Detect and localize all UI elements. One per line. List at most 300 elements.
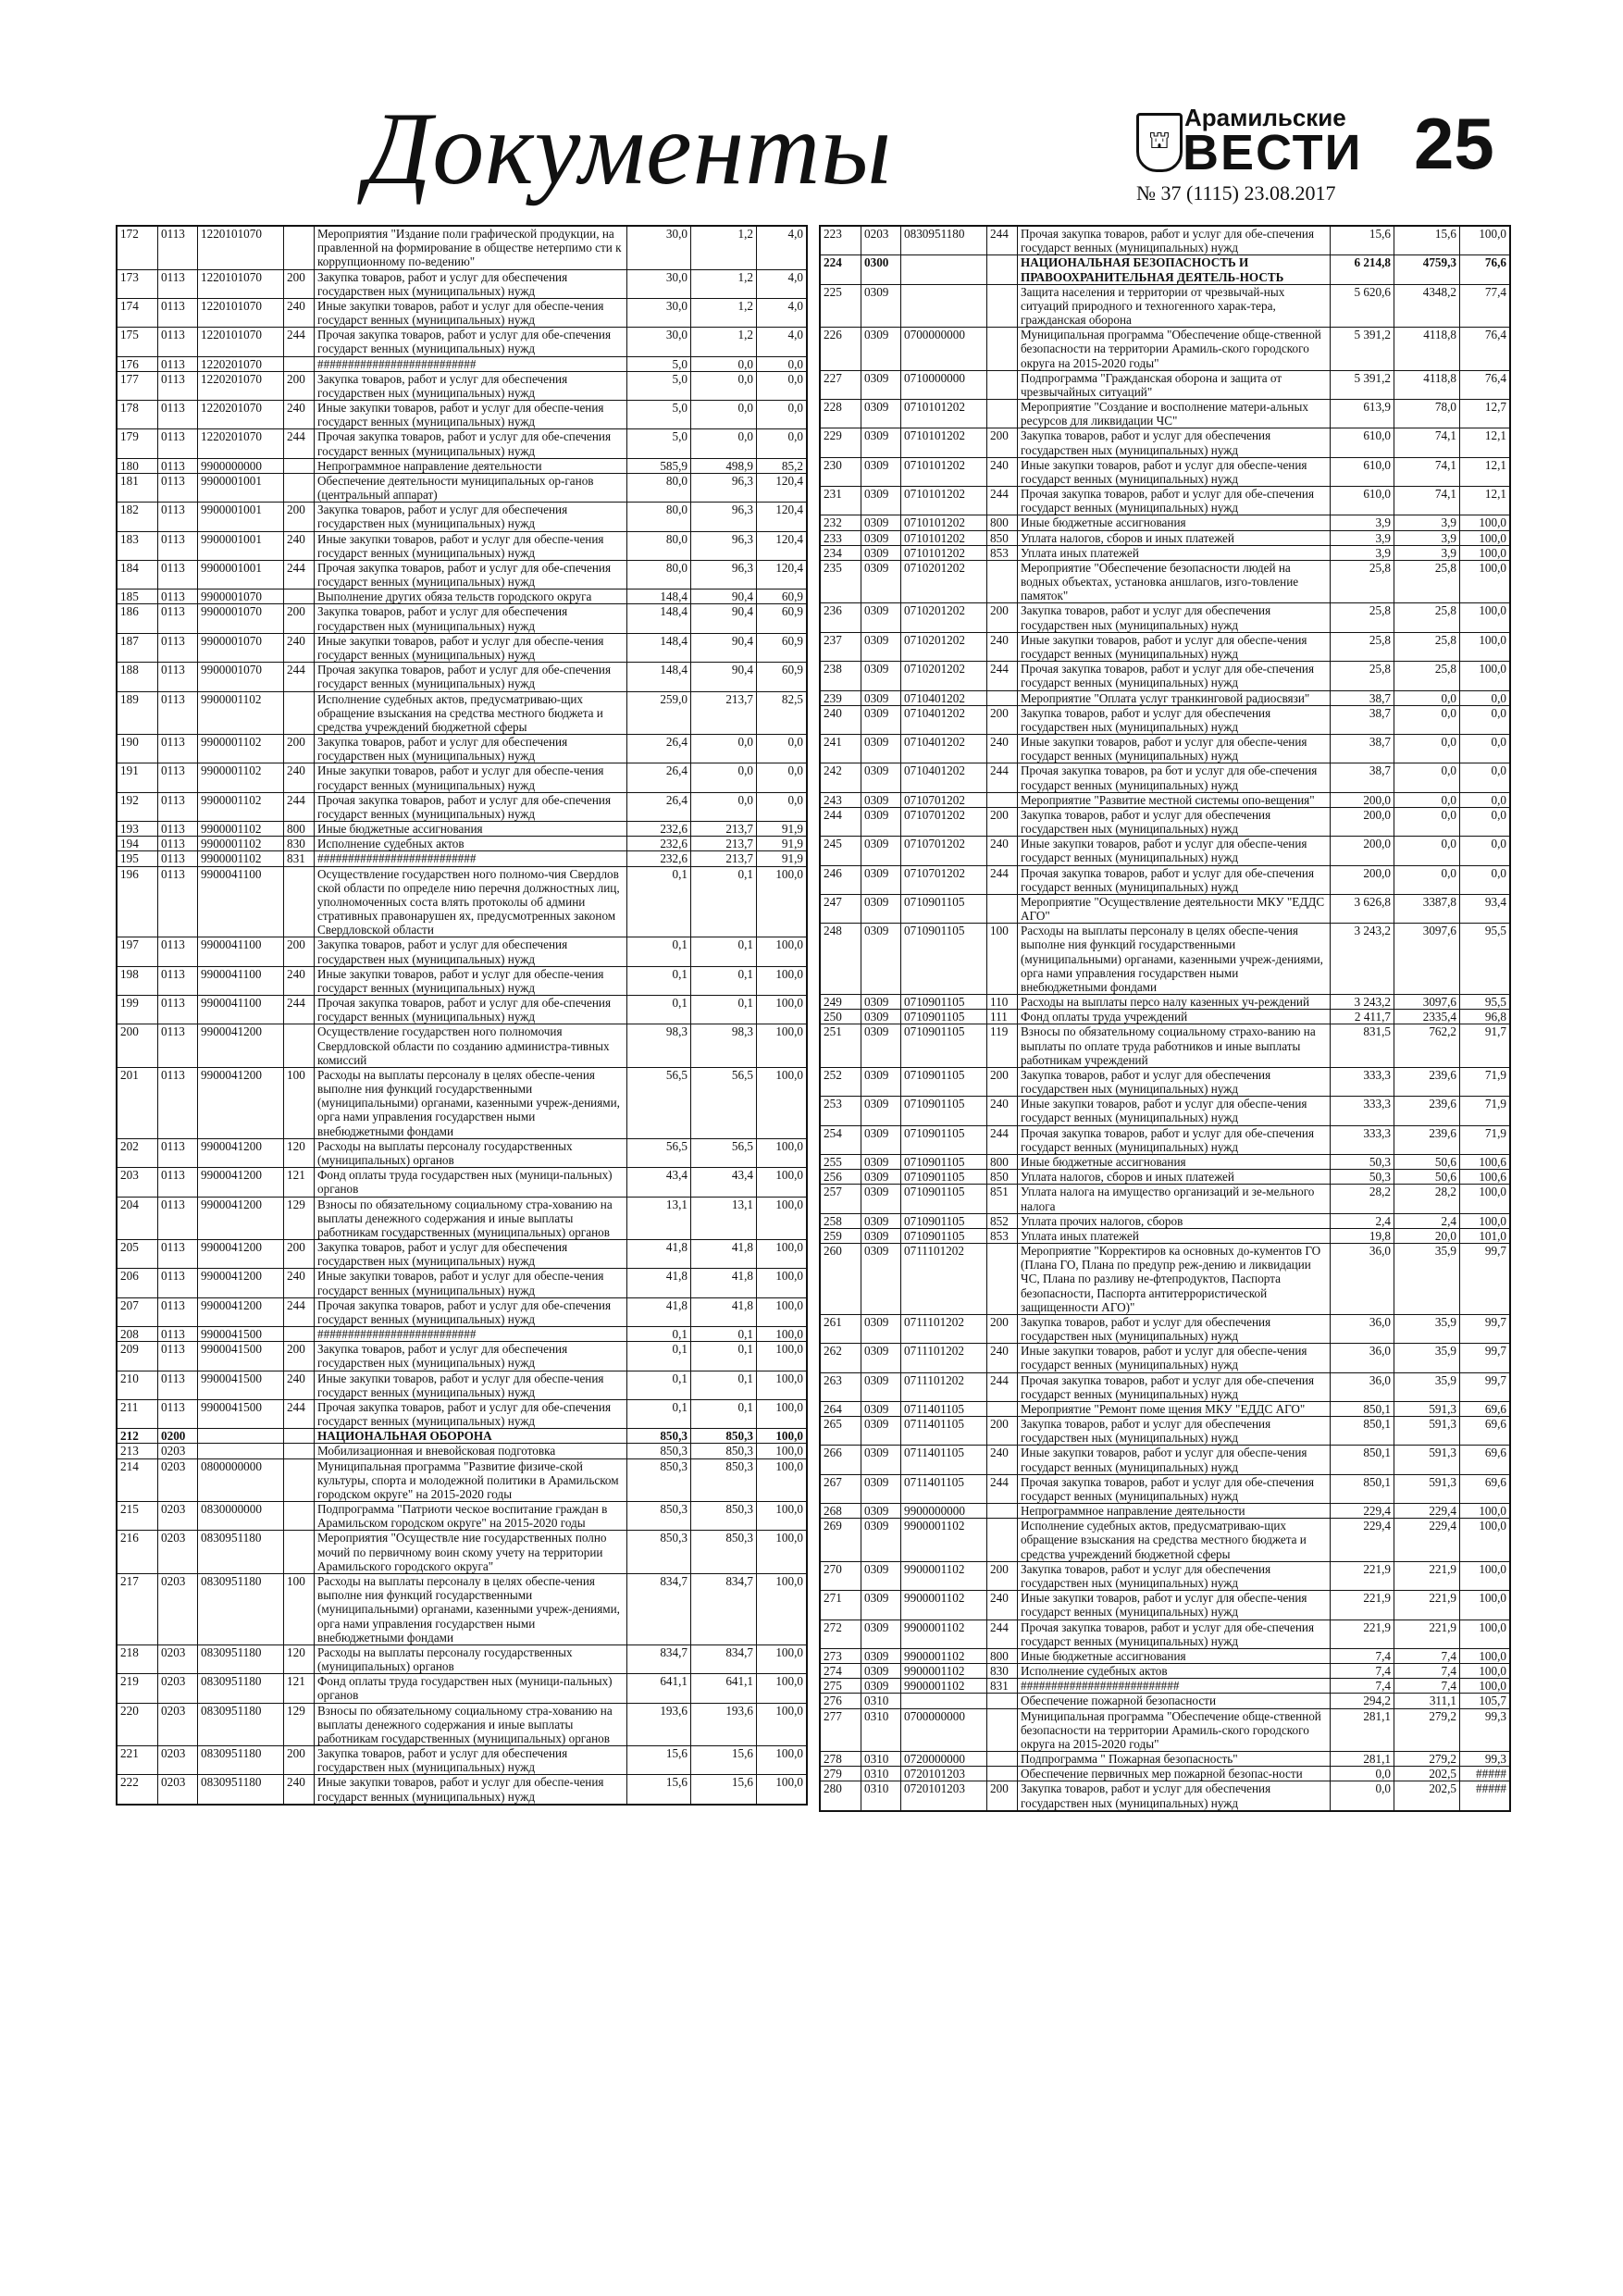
table-row bbox=[118, 1775, 807, 1804]
target-item-code: 0720101203 bbox=[901, 1781, 987, 1810]
percent-executed: 0,0 bbox=[757, 356, 807, 371]
item-description: Прочая закупка товаров, работ и услуг для обе-спечения государст венных (муниципальных) нужд bbox=[315, 429, 627, 458]
section-code: 0113 bbox=[158, 1197, 198, 1240]
expense-type-code bbox=[987, 328, 1018, 371]
section-code: 0309 bbox=[861, 1372, 901, 1401]
target-item-code: 0710000000 bbox=[901, 370, 987, 399]
executed-amount: 15,6 bbox=[691, 1746, 757, 1775]
item-description: Уплата прочих налогов, сборов bbox=[1018, 1213, 1331, 1228]
percent-executed: 76,4 bbox=[1460, 328, 1510, 371]
expense-type-code: 830 bbox=[987, 1664, 1018, 1679]
planned-amount: 5,0 bbox=[627, 371, 691, 400]
table-row bbox=[821, 1694, 1510, 1708]
table-row bbox=[821, 735, 1510, 763]
item-description: Муниципальная программа "Обеспечение обще-ственной безопасности на территории Арамиль-ского городского округа на 2015-2020 годы" bbox=[1018, 328, 1331, 371]
item-description: Подпрограмма "Патриоти ческое воспитание граждан в Арамильском городском округе" на 2015-2020 годы bbox=[315, 1502, 627, 1531]
section-code: 0113 bbox=[158, 560, 198, 589]
target-item-code: 9900041500 bbox=[198, 1342, 284, 1371]
percent-executed: 100,0 bbox=[757, 1067, 807, 1138]
table-row bbox=[118, 1502, 807, 1531]
table-row bbox=[821, 1010, 1510, 1024]
row-number: 202 bbox=[118, 1138, 158, 1167]
executed-amount: 56,5 bbox=[691, 1138, 757, 1167]
item-description: Прочая закупка товаров, работ и услуг для обе-спечения государст венных (муниципальных) нужд bbox=[315, 663, 627, 691]
executed-amount: 850,3 bbox=[691, 1444, 757, 1458]
planned-amount: 41,8 bbox=[627, 1297, 691, 1326]
table-row bbox=[821, 1185, 1510, 1213]
percent-executed: 100,0 bbox=[1460, 227, 1510, 255]
table-row bbox=[118, 691, 807, 735]
item-description: Подпрограмма " Пожарная безопасность" bbox=[1018, 1752, 1331, 1767]
row-number: 239 bbox=[821, 690, 861, 705]
expense-type-code: 244 bbox=[284, 663, 315, 691]
section-code: 0113 bbox=[158, 503, 198, 531]
target-item-code: 0710101202 bbox=[901, 428, 987, 457]
expense-type-code: 129 bbox=[284, 1703, 315, 1746]
percent-executed: 12,1 bbox=[1460, 487, 1510, 515]
item-description: Осуществление государствен ного полномочия Свердловской области по созданию администра-тивных комиссий bbox=[315, 1024, 627, 1068]
item-description: Закупка товаров, работ и услуг для обеспечения государствен ных (муниципальных) нужд bbox=[315, 937, 627, 966]
percent-executed: 100,0 bbox=[757, 1371, 807, 1399]
executed-amount: 221,9 bbox=[1394, 1591, 1460, 1620]
item-description: Прочая закупка товаров, работ и услуг для обе-спечения государст венных (муниципальных) нужд bbox=[1018, 865, 1331, 894]
percent-executed: 100,0 bbox=[1460, 545, 1510, 560]
planned-amount: 610,0 bbox=[1331, 457, 1394, 486]
section-code: 0113 bbox=[158, 851, 198, 866]
executed-amount: 850,3 bbox=[691, 1531, 757, 1574]
planned-amount: 25,8 bbox=[1331, 632, 1394, 661]
percent-executed: 71,9 bbox=[1460, 1067, 1510, 1096]
planned-amount: 834,7 bbox=[627, 1573, 691, 1644]
row-number: 174 bbox=[118, 298, 158, 327]
row-number: 261 bbox=[821, 1314, 861, 1343]
section-code: 0113 bbox=[158, 866, 198, 937]
table-row bbox=[821, 328, 1510, 371]
percent-executed: 100,0 bbox=[757, 1502, 807, 1531]
section-code: 0113 bbox=[158, 1342, 198, 1371]
expense-type-code: 240 bbox=[987, 457, 1018, 486]
table-row bbox=[821, 1708, 1510, 1752]
percent-executed: 100,0 bbox=[757, 966, 807, 995]
row-number: 242 bbox=[821, 763, 861, 792]
planned-amount: 38,7 bbox=[1331, 735, 1394, 763]
percent-executed: 95,5 bbox=[1460, 995, 1510, 1010]
percent-executed: 120,4 bbox=[757, 473, 807, 502]
table-row bbox=[821, 1474, 1510, 1503]
planned-amount: 2 411,7 bbox=[1331, 1010, 1394, 1024]
executed-amount: 221,9 bbox=[1394, 1561, 1460, 1590]
item-description: Иные закупки товаров, работ и услуг для обеспе-чения государст венных (муниципальных) нужд bbox=[1018, 1446, 1331, 1474]
target-item-code: 0711101202 bbox=[901, 1314, 987, 1343]
executed-amount: 0,1 bbox=[691, 966, 757, 995]
executed-amount: 4118,8 bbox=[1394, 328, 1460, 371]
target-item-code: 9900001102 bbox=[198, 691, 284, 735]
percent-executed: 100,0 bbox=[757, 1644, 807, 1673]
row-number: 235 bbox=[821, 560, 861, 603]
expense-type-code bbox=[987, 284, 1018, 328]
section-code: 0309 bbox=[861, 1344, 901, 1372]
row-number: 257 bbox=[821, 1185, 861, 1213]
planned-amount: 7,4 bbox=[1331, 1679, 1394, 1694]
item-description: Расходы на выплаты персоналу государственных (муниципальных) органов bbox=[315, 1138, 627, 1167]
percent-executed: 99,3 bbox=[1460, 1752, 1510, 1767]
target-item-code: 9900041200 bbox=[198, 1240, 284, 1269]
row-number: 232 bbox=[821, 515, 861, 530]
section-code: 0309 bbox=[861, 735, 901, 763]
section-code: 0203 bbox=[158, 1444, 198, 1458]
item-description: Непрограммное направление деятельности bbox=[315, 458, 627, 473]
expense-type-code bbox=[284, 1531, 315, 1574]
executed-amount: 96,3 bbox=[691, 560, 757, 589]
target-item-code: 9900001102 bbox=[901, 1664, 987, 1679]
table-row bbox=[821, 1344, 1510, 1372]
item-description: Прочая закупка товаров, работ и услуг для обе-спечения государст венных (муниципальных) нужд bbox=[1018, 1620, 1331, 1648]
expense-type-code: 119 bbox=[987, 1024, 1018, 1068]
percent-executed: 100,0 bbox=[1460, 560, 1510, 603]
percent-executed: 0,0 bbox=[757, 429, 807, 458]
item-description: Уплата иных платежей bbox=[1018, 1228, 1331, 1243]
executed-amount: 90,4 bbox=[691, 604, 757, 633]
planned-amount: 0,1 bbox=[627, 1371, 691, 1399]
row-number: 225 bbox=[821, 284, 861, 328]
section-code: 0309 bbox=[861, 865, 901, 894]
percent-executed: 100,0 bbox=[757, 1342, 807, 1371]
table-row bbox=[118, 269, 807, 298]
planned-amount: 50,3 bbox=[1331, 1155, 1394, 1170]
row-number: 256 bbox=[821, 1170, 861, 1185]
table-row bbox=[118, 429, 807, 458]
section-code: 0113 bbox=[158, 1168, 198, 1197]
section-code: 0309 bbox=[861, 328, 901, 371]
left-budget-table bbox=[116, 225, 808, 1806]
right-budget-table bbox=[819, 225, 1511, 1812]
planned-amount: 229,4 bbox=[1331, 1504, 1394, 1519]
percent-executed: 0,0 bbox=[757, 735, 807, 763]
table-row bbox=[821, 1504, 1510, 1519]
expense-type-code: 800 bbox=[284, 822, 315, 837]
percent-executed: 99,7 bbox=[1460, 1372, 1510, 1401]
table-row bbox=[118, 792, 807, 821]
row-number: 230 bbox=[821, 457, 861, 486]
item-description: Расходы на выплаты персоналу государственных (муниципальных) органов bbox=[315, 1644, 627, 1673]
target-item-code: 9900041200 bbox=[198, 1269, 284, 1297]
row-number: 192 bbox=[118, 792, 158, 821]
item-description: Мероприятие "Корректиров ка основных до-кументов ГО (Плана ГО, Плана по предупр реж-дению и ликвидации ЧС, Плана по разливу не-фтепродуктов, Паспорта безопасности, Паспорта антитеррористической защищенности АГО)" bbox=[1018, 1244, 1331, 1315]
section-code: 0309 bbox=[861, 924, 901, 995]
item-description: Мероприятие "Обеспечение безопасности людей на водных объектах, установка аншлагов, изго-товление памяток" bbox=[1018, 560, 1331, 603]
percent-executed: 100,0 bbox=[757, 1775, 807, 1804]
section-code: 0113 bbox=[158, 837, 198, 851]
table-row bbox=[821, 1314, 1510, 1343]
target-item-code: 9900041100 bbox=[198, 966, 284, 995]
section-code: 0309 bbox=[861, 400, 901, 428]
planned-amount: 0,1 bbox=[627, 937, 691, 966]
row-number: 270 bbox=[821, 1561, 861, 1590]
executed-amount: 56,5 bbox=[691, 1067, 757, 1138]
executed-amount: 3,9 bbox=[1394, 545, 1460, 560]
section-code: 0113 bbox=[158, 1327, 198, 1342]
planned-amount: 3,9 bbox=[1331, 530, 1394, 545]
target-item-code: 9900001102 bbox=[901, 1679, 987, 1694]
item-description: Закупка товаров, работ и услуг для обеспечения государствен ных (муниципальных) нужд bbox=[1018, 1314, 1331, 1343]
item-description: Иные бюджетные ассигнования bbox=[1018, 1648, 1331, 1663]
row-number: 211 bbox=[118, 1399, 158, 1428]
planned-amount: 232,6 bbox=[627, 822, 691, 837]
executed-amount: 0,1 bbox=[691, 1399, 757, 1428]
executed-amount: 202,5 bbox=[1394, 1781, 1460, 1810]
item-description: Муниципальная программа "Развитие физиче-ской культуры, спорта и молодежной политики в Арамильском городском округе" на 2015-2020 годы bbox=[315, 1458, 627, 1502]
executed-amount: 834,7 bbox=[691, 1644, 757, 1673]
target-item-code: 0830951180 bbox=[198, 1746, 284, 1775]
planned-amount: 38,7 bbox=[1331, 763, 1394, 792]
target-item-code: 0710901105 bbox=[901, 1213, 987, 1228]
item-description: Прочая закупка товаров, работ и услуг для обе-спечения государст венных (муниципальных) нужд bbox=[315, 792, 627, 821]
row-number: 278 bbox=[821, 1752, 861, 1767]
planned-amount: 30,0 bbox=[627, 298, 691, 327]
target-item-code: 0711401105 bbox=[901, 1401, 987, 1416]
section-code: 0309 bbox=[861, 807, 901, 836]
page-number: 25 bbox=[1414, 103, 1494, 184]
target-item-code: 9900041200 bbox=[198, 1067, 284, 1138]
percent-executed: 100,0 bbox=[757, 1297, 807, 1326]
table-row bbox=[821, 1752, 1510, 1767]
percent-executed: 120,4 bbox=[757, 560, 807, 589]
table-row bbox=[821, 1067, 1510, 1096]
expense-type-code bbox=[987, 1694, 1018, 1708]
row-number: 219 bbox=[118, 1674, 158, 1703]
planned-amount: 6 214,8 bbox=[1331, 255, 1394, 284]
row-number: 223 bbox=[821, 227, 861, 255]
planned-amount: 850,3 bbox=[627, 1429, 691, 1444]
target-item-code: 9900001102 bbox=[198, 851, 284, 866]
executed-amount: 0,0 bbox=[1394, 735, 1460, 763]
section-code: 0113 bbox=[158, 735, 198, 763]
section-code: 0309 bbox=[861, 530, 901, 545]
item-description: Прочая закупка товаров, работ и услуг для обе-спечения государст венных (муниципальных) нужд bbox=[1018, 1125, 1331, 1154]
item-description: Прочая закупка товаров, работ и услуг для обе-спечения государст венных (муниципальных) нужд bbox=[1018, 1474, 1331, 1503]
percent-executed: 0,0 bbox=[757, 792, 807, 821]
newspaper-logo bbox=[1136, 104, 1363, 205]
section-code: 0309 bbox=[861, 763, 901, 792]
item-description: Взносы по обязательному социальному стра-хованию на выплаты денежного содержания и иные выплаты работникам государственных (муниципальных) органов bbox=[315, 1703, 627, 1746]
executed-amount: 202,5 bbox=[1394, 1767, 1460, 1781]
expense-type-code: 200 bbox=[284, 604, 315, 633]
target-item-code: 0830951180 bbox=[198, 1775, 284, 1804]
table-row bbox=[821, 1170, 1510, 1185]
planned-amount: 610,0 bbox=[1331, 487, 1394, 515]
target-item-code: 9900001102 bbox=[901, 1519, 987, 1562]
target-item-code: 9900041500 bbox=[198, 1327, 284, 1342]
percent-executed: 91,9 bbox=[757, 822, 807, 837]
planned-amount: 26,4 bbox=[627, 763, 691, 792]
target-item-code: 0830951180 bbox=[198, 1531, 284, 1574]
row-number: 200 bbox=[118, 1024, 158, 1068]
expense-type-code: 240 bbox=[284, 763, 315, 792]
table-row bbox=[821, 865, 1510, 894]
planned-amount: 0,1 bbox=[627, 1399, 691, 1428]
executed-amount: 35,9 bbox=[1394, 1344, 1460, 1372]
planned-amount: 3 243,2 bbox=[1331, 924, 1394, 995]
section-code: 0309 bbox=[861, 1314, 901, 1343]
row-number: 178 bbox=[118, 401, 158, 429]
expense-type-code bbox=[987, 560, 1018, 603]
section-code: 0113 bbox=[158, 269, 198, 298]
executed-amount: 3387,8 bbox=[1394, 894, 1460, 923]
section-code: 0203 bbox=[158, 1502, 198, 1531]
row-number: 264 bbox=[821, 1401, 861, 1416]
section-code: 0310 bbox=[861, 1781, 901, 1810]
table-row bbox=[821, 1648, 1510, 1663]
planned-amount: 148,4 bbox=[627, 663, 691, 691]
row-number: 265 bbox=[821, 1417, 861, 1446]
item-description: Обеспечение пожарной безопасности bbox=[1018, 1694, 1331, 1708]
percent-executed: 100,0 bbox=[1460, 1561, 1510, 1590]
item-description: Иные закупки товаров, работ и услуг для обеспе-чения государст венных (муниципальных) нужд bbox=[1018, 1591, 1331, 1620]
table-row bbox=[821, 1519, 1510, 1562]
item-description: Уплата налога на имущество организаций и зе-мельного налога bbox=[1018, 1185, 1331, 1213]
planned-amount: 333,3 bbox=[1331, 1097, 1394, 1125]
section-code: 0113 bbox=[158, 633, 198, 662]
expense-type-code: 800 bbox=[987, 1155, 1018, 1170]
section-code: 0113 bbox=[158, 966, 198, 995]
target-item-code: 0710401202 bbox=[901, 690, 987, 705]
percent-executed: 69,6 bbox=[1460, 1446, 1510, 1474]
percent-executed: 76,6 bbox=[1460, 255, 1510, 284]
item-description: Исполнение судебных актов bbox=[315, 837, 627, 851]
table-row bbox=[821, 487, 1510, 515]
target-item-code: 9900001102 bbox=[901, 1620, 987, 1648]
expense-type-code: 200 bbox=[284, 371, 315, 400]
item-description: Закупка товаров, работ и услуг для обеспечения государствен ных (муниципальных) нужд bbox=[1018, 807, 1331, 836]
item-description: Закупка товаров, работ и услуг для обеспечения государствен ных (муниципальных) нужд bbox=[315, 1746, 627, 1775]
expense-type-code: 240 bbox=[987, 1446, 1018, 1474]
target-item-code: 9900041200 bbox=[198, 1024, 284, 1068]
target-item-code bbox=[901, 255, 987, 284]
expense-type-code: 244 bbox=[987, 662, 1018, 690]
row-number: 212 bbox=[118, 1429, 158, 1444]
table-row bbox=[821, 515, 1510, 530]
section-code: 0309 bbox=[861, 690, 901, 705]
table-row bbox=[821, 428, 1510, 457]
target-item-code: 0710101202 bbox=[901, 545, 987, 560]
section-code: 0113 bbox=[158, 763, 198, 792]
section-code: 0113 bbox=[158, 1067, 198, 1138]
section-code: 0309 bbox=[861, 894, 901, 923]
table-row bbox=[118, 1297, 807, 1326]
section-code: 0113 bbox=[158, 1371, 198, 1399]
expense-type-code: 244 bbox=[284, 560, 315, 589]
table-row bbox=[821, 255, 1510, 284]
planned-amount: 38,7 bbox=[1331, 690, 1394, 705]
section-code: 0113 bbox=[158, 1240, 198, 1269]
planned-amount: 831,5 bbox=[1331, 1024, 1394, 1068]
percent-executed: 105,7 bbox=[1460, 1694, 1510, 1708]
target-item-code: 1220201070 bbox=[198, 429, 284, 458]
expense-type-code: 240 bbox=[284, 298, 315, 327]
expense-type-code: 831 bbox=[987, 1679, 1018, 1694]
section-code: 0113 bbox=[158, 822, 198, 837]
row-number: 263 bbox=[821, 1372, 861, 1401]
planned-amount: 3 626,8 bbox=[1331, 894, 1394, 923]
row-number: 253 bbox=[821, 1097, 861, 1125]
executed-amount: 213,7 bbox=[691, 837, 757, 851]
expense-type-code bbox=[987, 1767, 1018, 1781]
expense-type-code: 244 bbox=[987, 763, 1018, 792]
executed-amount: 0,0 bbox=[691, 356, 757, 371]
percent-executed: 99,3 bbox=[1460, 1708, 1510, 1752]
section-code: 0203 bbox=[158, 1746, 198, 1775]
expense-type-code bbox=[987, 1752, 1018, 1767]
row-number: 197 bbox=[118, 937, 158, 966]
executed-amount: 239,6 bbox=[1394, 1125, 1460, 1154]
percent-executed: 96,8 bbox=[1460, 1010, 1510, 1024]
percent-executed: 100,0 bbox=[757, 937, 807, 966]
row-number: 247 bbox=[821, 894, 861, 923]
section-code: 0309 bbox=[861, 1664, 901, 1679]
executed-amount: 0,1 bbox=[691, 866, 757, 937]
target-item-code: 0710901105 bbox=[901, 924, 987, 995]
percent-executed: 12,7 bbox=[1460, 400, 1510, 428]
percent-executed: 0,0 bbox=[1460, 865, 1510, 894]
percent-executed: 101,0 bbox=[1460, 1228, 1510, 1243]
executed-amount: 4118,8 bbox=[1394, 370, 1460, 399]
row-number: 188 bbox=[118, 663, 158, 691]
row-number: 272 bbox=[821, 1620, 861, 1648]
percent-executed: 100,6 bbox=[1460, 1155, 1510, 1170]
percent-executed: 93,4 bbox=[1460, 894, 1510, 923]
target-item-code: 9900001102 bbox=[198, 837, 284, 851]
item-description: Иные закупки товаров, работ и услуг для обеспе-чения государст венных (муниципальных) нужд bbox=[315, 401, 627, 429]
target-item-code: 0720101203 bbox=[901, 1767, 987, 1781]
section-code: 0309 bbox=[861, 545, 901, 560]
row-number: 254 bbox=[821, 1125, 861, 1154]
item-description: Закупка товаров, работ и услуг для обеспечения государствен ных (муниципальных) нужд bbox=[1018, 1561, 1331, 1590]
item-description: Муниципальная программа "Обеспечение обще-ственной безопасности на территории Арамиль-ского городского округа на 2015-2020 годы" bbox=[1018, 1708, 1331, 1752]
executed-amount: 20,0 bbox=[1394, 1228, 1460, 1243]
item-description: Закупка товаров, работ и услуг для обеспечения государствен ных (муниципальных) нужд bbox=[315, 735, 627, 763]
row-number: 250 bbox=[821, 1010, 861, 1024]
table-row bbox=[118, 1168, 807, 1197]
item-description: Взносы по обязательному социальному стра-хованию на выплаты денежного содержания и иные выплаты работникам государственных (муниципальных) органов bbox=[315, 1197, 627, 1240]
table-row bbox=[821, 837, 1510, 865]
percent-executed: 4,0 bbox=[757, 328, 807, 356]
item-description: Исполнение судебных актов bbox=[1018, 1664, 1331, 1679]
target-item-code: 1220101070 bbox=[198, 227, 284, 270]
planned-amount: 0,0 bbox=[1331, 1767, 1394, 1781]
expense-type-code bbox=[284, 356, 315, 371]
row-number: 193 bbox=[118, 822, 158, 837]
table-row bbox=[118, 531, 807, 560]
planned-amount: 613,9 bbox=[1331, 400, 1394, 428]
planned-amount: 834,7 bbox=[627, 1644, 691, 1673]
percent-executed: 0,0 bbox=[1460, 705, 1510, 734]
row-number: 172 bbox=[118, 227, 158, 270]
item-description: Прочая закупка товаров, работ и услуг для обе-спечения государст венных (муниципальных) нужд bbox=[1018, 1372, 1331, 1401]
planned-amount: 50,3 bbox=[1331, 1170, 1394, 1185]
section-code: 0309 bbox=[861, 1401, 901, 1416]
section-code: 0300 bbox=[861, 255, 901, 284]
row-number: 276 bbox=[821, 1694, 861, 1708]
table-row bbox=[821, 1125, 1510, 1154]
row-number: 198 bbox=[118, 966, 158, 995]
expense-type-code bbox=[284, 1327, 315, 1342]
section-code: 0310 bbox=[861, 1708, 901, 1752]
executed-amount: 1,2 bbox=[691, 298, 757, 327]
executed-amount: 591,3 bbox=[1394, 1474, 1460, 1503]
target-item-code: 1220201070 bbox=[198, 356, 284, 371]
item-description: Непрограммное направление деятельности bbox=[1018, 1504, 1331, 1519]
item-description: ########################## bbox=[315, 851, 627, 866]
